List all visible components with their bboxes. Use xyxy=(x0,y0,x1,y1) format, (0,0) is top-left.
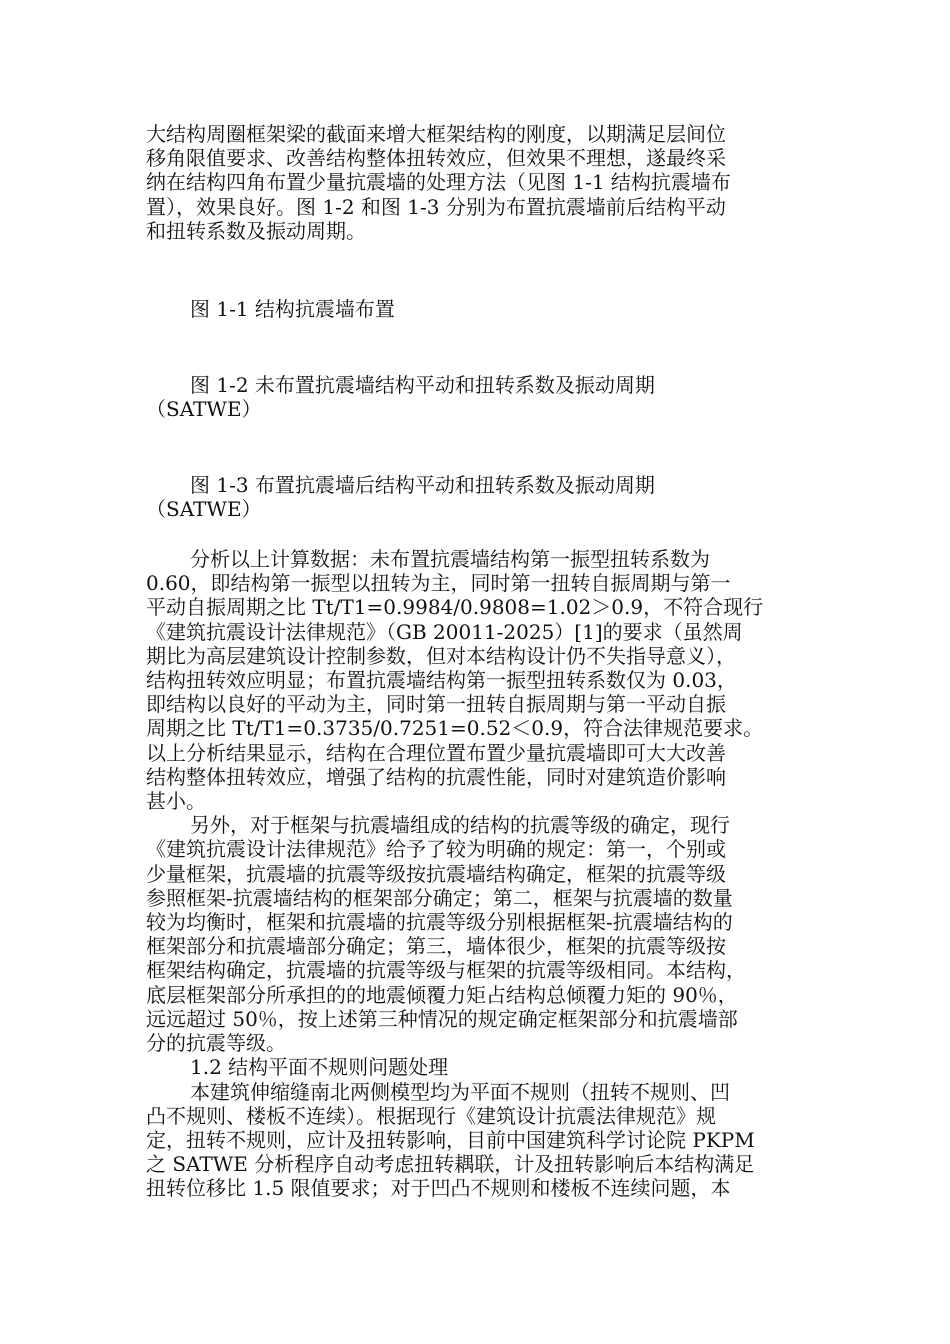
figure-caption-1-1: 图 1-1 结构抗震墙布置 xyxy=(190,297,395,322)
paragraph-irregularity: 本建筑伸缩缝南北两侧模型均为平面不规则（扭转不规则、凹 凸不规则、楼板不连续）。根据现行《建筑设计抗震法律规范》规 定，扭转不规则，应计及扭转影响，目前中国建筑科学讨论院 PKPM 之 SATWE 分析程序自动考虑扭转耦联，计及扭转影响后本结构满足 扭转位移比 1.5 限值要求；对于凹凸不规则和楼板不连续问题，本 xyxy=(146,1079,755,1201)
figure-caption-1-3: 图 1-3 布置抗震墙后结构平动和扭转系数及振动周期 （SATWE） xyxy=(146,472,655,521)
paragraph-analysis: 分析以上计算数据：未布置抗震墙结构第一振型扭转系数为 0.60，即结构第一振型以扭转为主，同时第一扭转自振周期与第一 平动自振周期之比 Tt/T1=0.9984/0.9808=1.02＞0.9，不符合现行 《建筑抗震设计法律规范》（GB 20011-2025）[1]的要求（虽然周 期比为高层建筑设计控制参数，但对本结构设计仍不失指导意义）， 结构扭转效应明显；布置抗震墙结构第一振型扭转系数仅为 0.03， 即结构以良好的平动为主，同时第一扭转自振周期与第一平动自振 周期之比 Tt/T1=0.3735/0.7251=0.52＜0.9，符合法律规范要求。 以上分析结果显示，结构在合理位置布置少量抗震墙即可大大改善 结构整体扭转效应，增强了结构的抗震性能，同时对建筑造价影响 甚小。 xyxy=(146,547,764,814)
section-heading-1-2: 1.2 结构平面不规则问题处理 xyxy=(190,1055,449,1080)
paragraph-seismic-grade: 另外，对于框架与抗震墙组成的结构的抗震等级的确定，现行 《建筑抗震设计法律规范》给予了较为明确的规定：第一，个别或 少量框架，抗震墙的抗震等级按抗震墙结构确定，框架的抗震等级 参照框架-抗震墙结构的框架部分确定；第二，框架与抗震墙的数量 较为均衡时，框架和抗震墙的抗震等级分别根据框架-抗震墙结构的 框架部分和抗震墙部分确定；第三，墙体很少，框架的抗震等级按 框架结构确定，抗震墙的抗震等级与框架的抗震等级相同。本结构， 底层框架部分所承担的的地震倾覆力矩占结构总倾覆力矩的 90％， 远远超过 50％，按上述第三种情况的规定确定框架部分和抗震墙部 分的抗震等级。 xyxy=(146,813,746,1056)
paragraph-intro-continued: 大结构周圈框架梁的截面来增大框架结构的刚度，以期满足层间位 移角限值要求、改善结构整体扭转效应，但效果不理想，遂最终采 纳在结构四角布置少量抗震墙的处理方法（见图 1-1 结构抗震墙布 置），效果良好。图 1-2 和图 1-3 分别为布置抗震墙前后结构平动 和扭转系数及振动周期。 xyxy=(146,122,731,243)
figure-caption-1-2: 图 1-2 未布置抗震墙结构平动和扭转系数及振动周期 （SATWE） xyxy=(146,373,655,422)
document-page xyxy=(146,122,806,1201)
